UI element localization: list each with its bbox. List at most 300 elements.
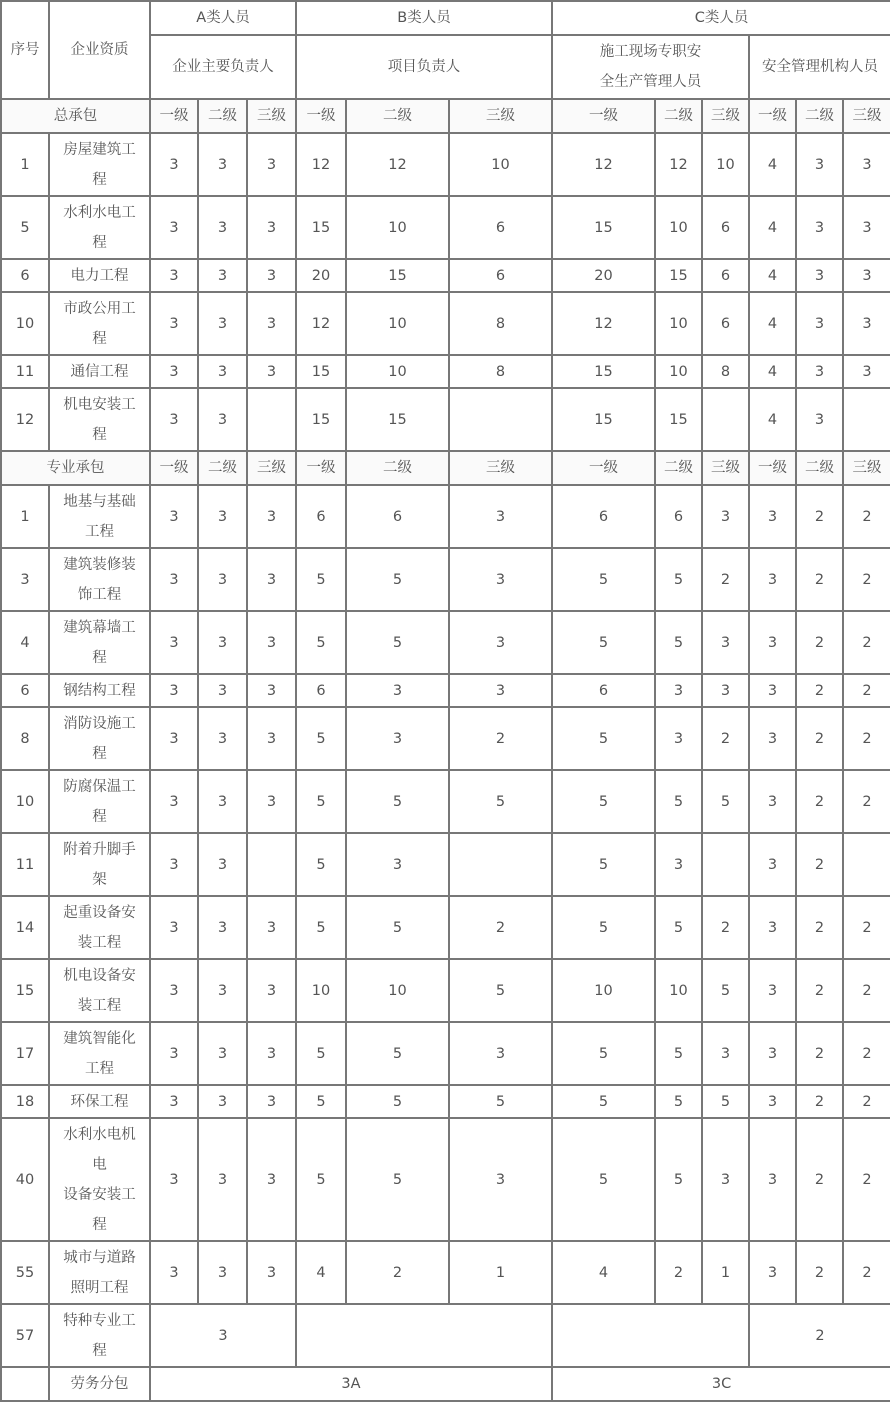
value-cell: 5 xyxy=(346,1022,449,1085)
qualification-name-line: 程 xyxy=(92,1216,107,1233)
value-cell: 3 xyxy=(198,548,247,611)
value-cell: 5 xyxy=(296,896,346,959)
value-cell: 3 xyxy=(702,1118,749,1241)
qualification-name-line: 程 xyxy=(92,1342,107,1359)
value-cell: 15 xyxy=(552,388,655,451)
value-cell: 3 xyxy=(346,707,449,770)
value-cell: 5 xyxy=(296,1085,346,1118)
qualification-name-line: 饰工程 xyxy=(77,586,122,603)
value-cell: 3 xyxy=(150,196,198,259)
value-cell: 3 xyxy=(702,485,749,548)
value-cell: 3 xyxy=(247,292,296,355)
value-cell: 3 xyxy=(247,133,296,196)
table-row xyxy=(1,292,890,355)
qualification-name-line: 附着升脚手 xyxy=(63,841,136,858)
value-cell: 3 xyxy=(247,1241,296,1304)
value-cell: 2 xyxy=(796,1085,843,1118)
value-cell: 3 xyxy=(150,1022,198,1085)
value-cell: 2 xyxy=(796,770,843,833)
value-cell: 5 xyxy=(655,1022,702,1085)
value-cell: 3 xyxy=(796,388,843,451)
qualification-name xyxy=(49,707,150,770)
value-cell: 5 xyxy=(552,833,655,896)
value-cell: 3 xyxy=(247,1085,296,1118)
header-c-role-site-line1: 施工现场专职安 xyxy=(599,44,702,60)
table-row xyxy=(1,259,890,292)
value-cell: 3 xyxy=(702,611,749,674)
value-cell: 2 xyxy=(655,1241,702,1304)
value-cell: 3 xyxy=(198,674,247,707)
value-cell: 3 xyxy=(749,1118,796,1241)
value-cell: 6 xyxy=(702,259,749,292)
value-cell: 15 xyxy=(296,355,346,388)
value-cell: 3 xyxy=(702,1022,749,1085)
value-cell: 5 xyxy=(296,707,346,770)
table-row xyxy=(1,833,890,896)
level-header: 一级 xyxy=(296,99,346,133)
value-cell: 1 xyxy=(449,1241,552,1304)
labor-c-value: 3C xyxy=(552,1367,890,1401)
value-cell: 5 xyxy=(655,770,702,833)
qualification-name-line: 消防设施工 xyxy=(63,715,136,732)
value-cell: 2 xyxy=(843,548,890,611)
header-c-role-mgmt: 安全管理机构人员 xyxy=(749,35,890,99)
value-cell: 5 xyxy=(655,896,702,959)
value-cell: 5 xyxy=(552,1118,655,1241)
value-cell: 3 xyxy=(198,388,247,451)
value-cell: 6 xyxy=(449,196,552,259)
value-cell: 1 xyxy=(702,1241,749,1304)
qualification-name-line: 程 xyxy=(92,171,107,188)
value-cell: 3 xyxy=(198,259,247,292)
row-number: 15 xyxy=(1,959,49,1022)
qualification-name xyxy=(49,1118,150,1241)
qualification-name-line: 架 xyxy=(92,871,107,888)
qualification-name-line: 建筑智能化 xyxy=(63,1030,136,1047)
value-cell: 3 xyxy=(749,485,796,548)
header-b-role: 项目负责人 xyxy=(296,35,552,99)
value-cell: 10 xyxy=(655,959,702,1022)
value-cell: 2 xyxy=(796,1022,843,1085)
qualification-name-line: 程 xyxy=(92,234,107,251)
table-row xyxy=(1,770,890,833)
value-cell: 3 xyxy=(247,959,296,1022)
row-number: 11 xyxy=(1,833,49,896)
value-cell-c-site-merged xyxy=(552,1304,749,1367)
table-row xyxy=(1,548,890,611)
value-cell: 5 xyxy=(296,1022,346,1085)
qualification-name xyxy=(49,548,150,611)
value-cell: 3 xyxy=(150,833,198,896)
value-cell: 5 xyxy=(702,959,749,1022)
value-cell: 3 xyxy=(247,707,296,770)
value-cell: 10 xyxy=(346,959,449,1022)
value-cell: 15 xyxy=(296,388,346,451)
value-cell: 2 xyxy=(796,674,843,707)
header-seq: 序号 xyxy=(1,1,49,99)
value-cell: 6 xyxy=(552,674,655,707)
value-cell: 2 xyxy=(796,548,843,611)
table-row xyxy=(1,611,890,674)
qualification-name-line: 机电设备安 xyxy=(63,967,136,984)
value-cell: 3 xyxy=(449,485,552,548)
qualification-name-line: 程 xyxy=(92,808,107,825)
value-cell: 4 xyxy=(552,1241,655,1304)
qualification-name xyxy=(49,674,150,707)
value-cell: 5 xyxy=(346,770,449,833)
value-cell: 5 xyxy=(702,770,749,833)
value-cell: 3 xyxy=(198,1118,247,1241)
value-cell: 3 xyxy=(150,388,198,451)
qualification-name-line: 起重设备安 xyxy=(63,904,136,921)
value-cell: 8 xyxy=(449,292,552,355)
value-cell: 2 xyxy=(796,1241,843,1304)
value-cell: 2 xyxy=(796,1118,843,1241)
value-cell: 5 xyxy=(552,1085,655,1118)
value-cell: 3 xyxy=(150,259,198,292)
value-cell: 3 xyxy=(843,133,890,196)
row-number: 10 xyxy=(1,770,49,833)
value-cell xyxy=(449,388,552,451)
value-cell: 5 xyxy=(346,1085,449,1118)
value-cell: 3 xyxy=(150,959,198,1022)
header-a-role: 企业主要负责人 xyxy=(150,35,296,99)
qualification-name-line: 工程 xyxy=(85,523,114,540)
qualification-name xyxy=(49,896,150,959)
value-cell: 2 xyxy=(449,896,552,959)
value-cell: 3 xyxy=(150,548,198,611)
value-cell-c-mgmt-merged: 2 xyxy=(749,1304,890,1367)
section-row xyxy=(1,99,890,133)
value-cell: 4 xyxy=(749,133,796,196)
qualification-name-line: 房屋建筑工 xyxy=(63,141,136,158)
value-cell: 3 xyxy=(449,548,552,611)
row-number: 17 xyxy=(1,1022,49,1085)
value-cell: 5 xyxy=(655,548,702,611)
value-cell: 3 xyxy=(843,355,890,388)
value-cell: 5 xyxy=(346,896,449,959)
value-cell: 6 xyxy=(346,485,449,548)
value-cell: 2 xyxy=(843,485,890,548)
value-cell: 3 xyxy=(150,1118,198,1241)
qualification-name xyxy=(49,355,150,388)
qualification-name xyxy=(49,1304,150,1367)
table-row xyxy=(1,674,890,707)
value-cell xyxy=(843,388,890,451)
value-cell: 3 xyxy=(449,674,552,707)
value-cell: 4 xyxy=(296,1241,346,1304)
value-cell: 10 xyxy=(655,196,702,259)
table-row-labor xyxy=(1,1367,890,1401)
qualification-name-line: 装工程 xyxy=(77,997,122,1014)
table-row xyxy=(1,196,890,259)
value-cell: 3 xyxy=(150,611,198,674)
value-cell: 3 xyxy=(796,133,843,196)
value-cell: 3 xyxy=(198,707,247,770)
value-cell: 15 xyxy=(655,388,702,451)
qualification-name-line: 防腐保温工 xyxy=(63,778,136,795)
value-cell: 6 xyxy=(296,485,346,548)
qualification-name-line: 水利水电工 xyxy=(63,204,136,221)
value-cell: 2 xyxy=(702,896,749,959)
value-cell: 12 xyxy=(655,133,702,196)
level-header: 一级 xyxy=(749,451,796,485)
qualification-name-line: 程 xyxy=(92,330,107,347)
value-cell: 3 xyxy=(843,292,890,355)
qualification-name-line: 环保工程 xyxy=(70,1093,129,1110)
value-cell: 3 xyxy=(198,133,247,196)
row-number xyxy=(1,1367,49,1401)
value-cell: 5 xyxy=(552,770,655,833)
qualification-name xyxy=(49,1241,150,1304)
level-header: 三级 xyxy=(843,99,890,133)
labor-ab-value: 3A xyxy=(150,1367,552,1401)
value-cell: 3 xyxy=(749,959,796,1022)
value-cell: 5 xyxy=(449,959,552,1022)
value-cell: 20 xyxy=(296,259,346,292)
value-cell: 10 xyxy=(655,355,702,388)
value-cell: 3 xyxy=(247,259,296,292)
value-cell: 10 xyxy=(346,292,449,355)
value-cell: 5 xyxy=(552,896,655,959)
qualification-name xyxy=(49,259,150,292)
value-cell: 15 xyxy=(346,259,449,292)
section-label: 专业承包 xyxy=(1,451,150,485)
row-number: 11 xyxy=(1,355,49,388)
qualification-name-line: 设备安装工 xyxy=(63,1186,136,1203)
value-cell: 15 xyxy=(296,196,346,259)
value-cell: 5 xyxy=(552,1022,655,1085)
level-header: 三级 xyxy=(247,451,296,485)
value-cell: 3 xyxy=(749,770,796,833)
value-cell: 3 xyxy=(247,611,296,674)
value-cell: 3 xyxy=(198,833,247,896)
value-cell: 8 xyxy=(449,355,552,388)
row-number: 40 xyxy=(1,1118,49,1241)
value-cell: 3 xyxy=(449,1022,552,1085)
qualification-name xyxy=(49,196,150,259)
value-cell xyxy=(702,833,749,896)
value-cell: 12 xyxy=(346,133,449,196)
value-cell: 15 xyxy=(655,259,702,292)
row-number: 55 xyxy=(1,1241,49,1304)
level-header: 一级 xyxy=(749,99,796,133)
header-group-c: C类人员 xyxy=(552,1,890,35)
value-cell: 6 xyxy=(449,259,552,292)
qualification-name-line: 通信工程 xyxy=(70,363,129,380)
value-cell: 3 xyxy=(843,196,890,259)
qualification-name-line: 建筑幕墙工 xyxy=(63,619,136,636)
section-row xyxy=(1,451,890,485)
value-cell: 3 xyxy=(247,770,296,833)
table-row xyxy=(1,1022,890,1085)
row-number: 3 xyxy=(1,548,49,611)
value-cell: 3 xyxy=(198,611,247,674)
qualification-name xyxy=(49,1085,150,1118)
value-cell: 3 xyxy=(198,355,247,388)
qualification-name-line: 水利水电机 xyxy=(63,1126,136,1143)
value-cell: 3 xyxy=(749,1085,796,1118)
value-cell: 2 xyxy=(843,1022,890,1085)
level-header: 二级 xyxy=(198,451,247,485)
value-cell: 2 xyxy=(843,1118,890,1241)
row-number: 8 xyxy=(1,707,49,770)
qualification-name xyxy=(49,770,150,833)
value-cell: 2 xyxy=(843,707,890,770)
value-cell: 3 xyxy=(749,611,796,674)
level-header: 二级 xyxy=(655,451,702,485)
value-cell: 3 xyxy=(150,1241,198,1304)
value-cell: 2 xyxy=(796,833,843,896)
value-cell: 10 xyxy=(702,133,749,196)
qualification-name-line: 电 xyxy=(92,1156,107,1173)
value-cell: 8 xyxy=(702,355,749,388)
value-cell: 5 xyxy=(296,1118,346,1241)
value-cell: 3 xyxy=(796,292,843,355)
value-cell: 2 xyxy=(796,959,843,1022)
value-cell: 5 xyxy=(655,611,702,674)
qualification-name-line: 程 xyxy=(92,745,107,762)
value-cell: 10 xyxy=(346,196,449,259)
value-cell: 3 xyxy=(749,674,796,707)
value-cell xyxy=(247,833,296,896)
value-cell: 2 xyxy=(843,1241,890,1304)
value-cell: 3 xyxy=(150,674,198,707)
value-cell: 3 xyxy=(655,674,702,707)
value-cell-b-merged xyxy=(296,1304,552,1367)
value-cell: 12 xyxy=(296,292,346,355)
qualification-name-line: 工程 xyxy=(85,1060,114,1077)
value-cell: 3 xyxy=(198,485,247,548)
value-cell: 3 xyxy=(198,770,247,833)
value-cell: 3 xyxy=(150,292,198,355)
level-header: 二级 xyxy=(198,99,247,133)
qualification-name-line: 钢结构工程 xyxy=(63,682,136,699)
value-cell: 12 xyxy=(296,133,346,196)
value-cell: 4 xyxy=(749,196,796,259)
value-cell: 3 xyxy=(150,485,198,548)
value-cell: 3 xyxy=(247,1022,296,1085)
value-cell: 3 xyxy=(796,355,843,388)
row-number: 10 xyxy=(1,292,49,355)
level-header: 一级 xyxy=(296,451,346,485)
value-cell-a-merged: 3 xyxy=(150,1304,296,1367)
value-cell: 4 xyxy=(749,292,796,355)
qualification-name-line: 程 xyxy=(92,649,107,666)
value-cell: 3 xyxy=(198,196,247,259)
value-cell: 6 xyxy=(702,292,749,355)
level-header: 二级 xyxy=(796,451,843,485)
table-row xyxy=(1,485,890,548)
qualification-name xyxy=(49,611,150,674)
header-row-groups xyxy=(1,1,890,35)
row-number: 4 xyxy=(1,611,49,674)
section-label: 总承包 xyxy=(1,99,150,133)
value-cell: 3 xyxy=(346,674,449,707)
value-cell: 6 xyxy=(655,485,702,548)
value-cell: 3 xyxy=(843,259,890,292)
value-cell: 3 xyxy=(247,896,296,959)
value-cell: 15 xyxy=(552,355,655,388)
value-cell: 2 xyxy=(843,770,890,833)
header-group-b: B类人员 xyxy=(296,1,552,35)
value-cell: 15 xyxy=(552,196,655,259)
value-cell: 3 xyxy=(150,896,198,959)
level-header: 一级 xyxy=(150,99,198,133)
value-cell: 3 xyxy=(346,833,449,896)
row-number: 12 xyxy=(1,388,49,451)
value-cell: 2 xyxy=(796,896,843,959)
value-cell: 3 xyxy=(247,548,296,611)
level-header: 一级 xyxy=(150,451,198,485)
qualification-name xyxy=(49,833,150,896)
value-cell: 3 xyxy=(749,896,796,959)
level-header: 一级 xyxy=(552,451,655,485)
table-row xyxy=(1,355,890,388)
level-header: 三级 xyxy=(843,451,890,485)
row-number: 1 xyxy=(1,133,49,196)
value-cell: 3 xyxy=(702,674,749,707)
value-cell: 4 xyxy=(749,259,796,292)
value-cell: 3 xyxy=(150,1085,198,1118)
value-cell: 3 xyxy=(198,959,247,1022)
labor-label: 劳务分包 xyxy=(49,1367,150,1401)
value-cell: 3 xyxy=(749,833,796,896)
value-cell: 10 xyxy=(346,355,449,388)
header-c-role-site-line2: 全生产管理人员 xyxy=(599,74,702,90)
row-number: 6 xyxy=(1,674,49,707)
value-cell xyxy=(247,388,296,451)
value-cell: 6 xyxy=(702,196,749,259)
value-cell: 5 xyxy=(655,1085,702,1118)
value-cell: 6 xyxy=(296,674,346,707)
value-cell: 3 xyxy=(150,707,198,770)
row-number: 18 xyxy=(1,1085,49,1118)
value-cell: 10 xyxy=(655,292,702,355)
value-cell: 3 xyxy=(749,1241,796,1304)
header-group-a: A类人员 xyxy=(150,1,296,35)
value-cell: 3 xyxy=(655,707,702,770)
qualification-name-line: 装工程 xyxy=(77,934,122,951)
level-header: 二级 xyxy=(796,99,843,133)
table-row xyxy=(1,707,890,770)
table-row xyxy=(1,896,890,959)
row-number: 57 xyxy=(1,1304,49,1367)
value-cell: 3 xyxy=(198,896,247,959)
qualification-name xyxy=(49,959,150,1022)
value-cell: 3 xyxy=(749,1022,796,1085)
value-cell: 5 xyxy=(296,611,346,674)
qualification-name-line: 机电安装工 xyxy=(63,396,136,413)
level-header: 二级 xyxy=(346,451,449,485)
value-cell: 3 xyxy=(247,674,296,707)
value-cell: 2 xyxy=(702,548,749,611)
qualification-name xyxy=(49,133,150,196)
value-cell: 3 xyxy=(198,292,247,355)
qualification-name-line: 程 xyxy=(92,426,107,443)
value-cell: 3 xyxy=(749,548,796,611)
qualification-name-line: 照明工程 xyxy=(70,1279,129,1296)
value-cell: 5 xyxy=(449,1085,552,1118)
value-cell: 3 xyxy=(449,611,552,674)
level-header: 三级 xyxy=(702,451,749,485)
value-cell: 3 xyxy=(247,196,296,259)
value-cell: 5 xyxy=(296,770,346,833)
header-qualification: 企业资质 xyxy=(49,1,150,99)
value-cell: 4 xyxy=(749,388,796,451)
value-cell: 3 xyxy=(796,196,843,259)
value-cell: 5 xyxy=(346,548,449,611)
